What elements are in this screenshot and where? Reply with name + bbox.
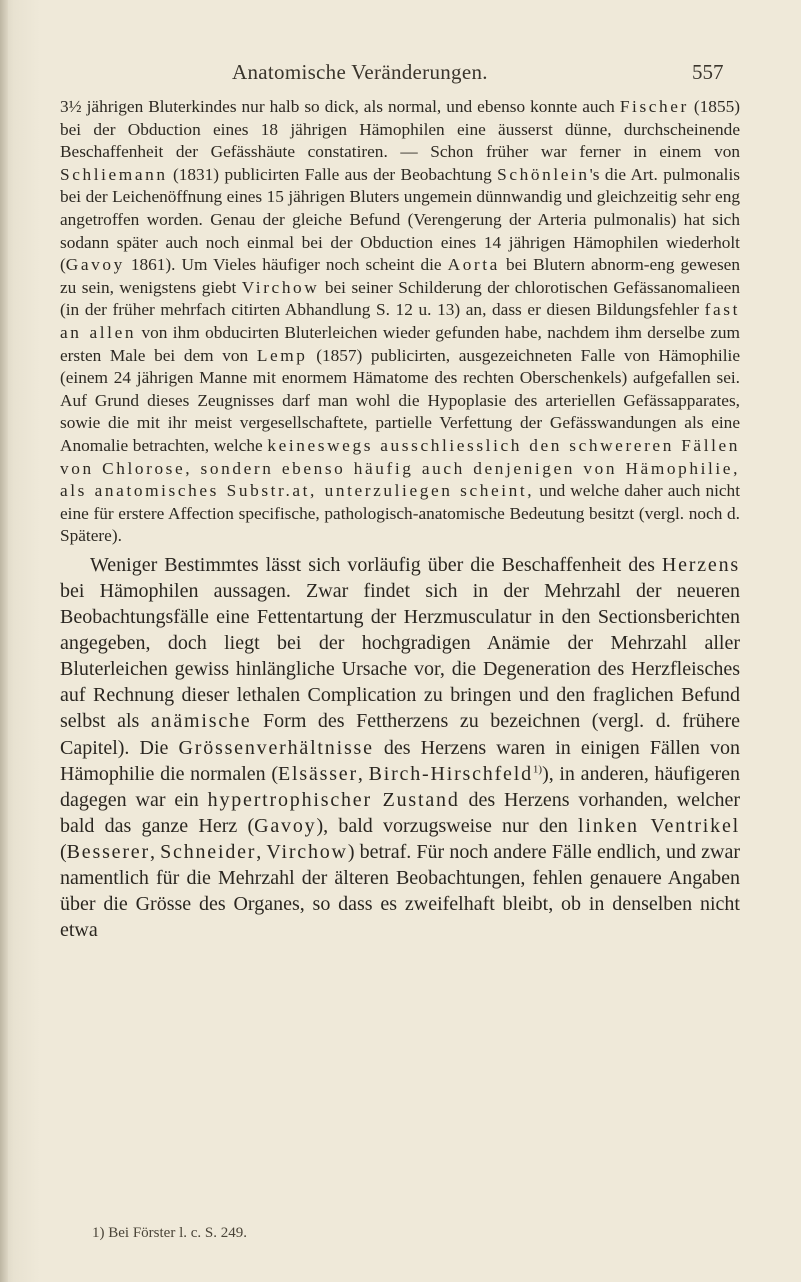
footnote xyxy=(92,1225,247,1242)
author-name: Gavoy xyxy=(65,255,125,275)
page-number: 557 xyxy=(692,60,724,84)
footnote-marker: 1) xyxy=(92,1225,105,1241)
running-head xyxy=(0,60,801,88)
author-name: Virchow xyxy=(266,840,348,863)
author-name: Schönlein xyxy=(497,164,590,184)
paragraph-heart: Weniger Bestimmtes lässt sich vorläufig über die Beschaffenheit des Herzens bei Hämophilen aussagen. Zwar findet sich in der Mehrzahl der neueren Beobachtungsfälle eine Fettentartung der Herzmusculatur in den Sectionsberichten angegeben, doch liegt bei der hochgradigen Anämie der Mehrzahl aller Bluterleichen gewiss hinlängliche Ursache vor, die Degeneration des Herzfleisches auf Rechnung dieser lethalen Complication zu bringen und den fraglichen Befund selbst als anämische Form des Fettherzens zu bezeichnen (vergl. d. frühere Capitel). Die Grössenverhältnisse des Herzens waren in einigen Fällen von Hämophilie die normalen (Elsässer, Birch-Hirschfeld$^{1)}$), in anderen, häufigeren dagegen war ein hypertrophischer Zustand des Herzens vorhanden, welcher bald das ganze Herz (Gavoy), bald vorzugsweise nur den linken Ventrikel (Besserer, Schneider, Virchow) betraf. Für noch andere Fälle endlich, und zwar namentlich für die Mehrzahl der älteren Beobachtungen, fehlen genauere Angaben über die Grösse des Organes, so dass es zweifelhaft bleibt, ob in denselben nicht etwa xyxy=(60,553,741,942)
binding-edge xyxy=(0,0,8,1282)
footnote-text: Bei Förster l. c. S. 249. xyxy=(104,1225,247,1241)
emphasis-term: Grössenverhältnisse xyxy=(178,736,374,759)
emphasis-term: hypertrophischer Zustand xyxy=(207,788,460,811)
body-text xyxy=(60,96,740,943)
author-name: Virchow xyxy=(241,277,320,297)
author-name: Schliemann xyxy=(60,164,168,184)
author-name: Elsässer xyxy=(277,762,358,785)
author-name: Birch-Hirschfeld xyxy=(368,762,533,785)
emphasis-term: linken Ventrikel xyxy=(578,814,740,837)
author-name: Lemp xyxy=(256,345,308,365)
author-name: Schneider xyxy=(160,840,257,863)
emphasis-term: fast an allen xyxy=(60,300,740,342)
emphasis-passage: keineswegs ausschliesslich den schwereren Fällen von Chlorose, sondern ebenso häufig auch denjenigen von Hämophilie, als anatomisches Substr.at, unterzuliegen scheint, xyxy=(60,435,741,501)
emphasis-term: Herzens xyxy=(661,553,740,576)
footnote-reference: 1) xyxy=(532,762,543,775)
author-name: Gavoy xyxy=(254,814,317,837)
author-name: Fischer xyxy=(619,97,689,116)
running-title: Anatomische Veränderungen. xyxy=(232,60,488,84)
author-name: Besserer xyxy=(66,840,150,863)
emphasis-term: Aorta xyxy=(447,255,500,275)
paragraph-vessels: 3½ jährigen Bluterkindes nur halb so dick, als normal, und ebenso konnte auch Fischer (1855) bei der Obduction eines 18 jährigen Hämophilen eine äusserst dünne, durchscheinende Beschaffenheit der Gefässhäute constatiren. — Schon früher war ferner in einem von Schliemann (1831) publicirten Falle aus der Beobachtung Schönlein's die Art. pulmonalis bei der Leichenöffnung eines 15 jährigen Bluters ungemein dünnwandig und gleichzeitig sehr eng angetroffen worden. Genau der gleiche Befund (Verengerung der Arteria pulmonalis) hat sich sodann später auch noch einmal bei der Obduction eines 14 jährigen Hämophilen wiederholt (Gavoy 1861). Um Vieles häufiger noch scheint die Aorta bei Blutern abnorm-eng gewesen zu sein, wenigstens giebt Virchow bei seiner Schilderung der chlorotischen Gefässanomalieen (in der früher mehrfach citirten Abhandlung S. 12 u. 13) an, dass er diesen Bildungsfehler fast an allen von ihm obducirten Bluterleichen wieder gefunden habe, nachdem ihm derselbe zum ersten Male bei dem von Lemp (1857) publicirten, ausgezeichneten Falle von Hämophilie (einem 24 jährigen Manne mit enormem Hämatome des rechten Oberschenkels) aufgefallen sei. Auf Grund dieses Zeugnisses darf man wohl die Hypoplasie des arteriellen Gefässapparates, sowie die mit ihr meist vergesellschaftete, partielle Verfettung der Gefässwandungen als eine Anomalie betrachten, welche keineswegs ausschliesslich den schwereren Fällen von Chlorose, sondern ebenso häufig auch denjenigen von Hämophilie, als anatomisches Substr.at, unterzuliegen scheint, und welche daher auch nicht eine für erstere Affection specifische, pathologisch-anatomische Bedeutung besitzt (vergl. noch d. Spätere). xyxy=(60,97,741,546)
emphasis-term: anämische xyxy=(150,710,252,733)
